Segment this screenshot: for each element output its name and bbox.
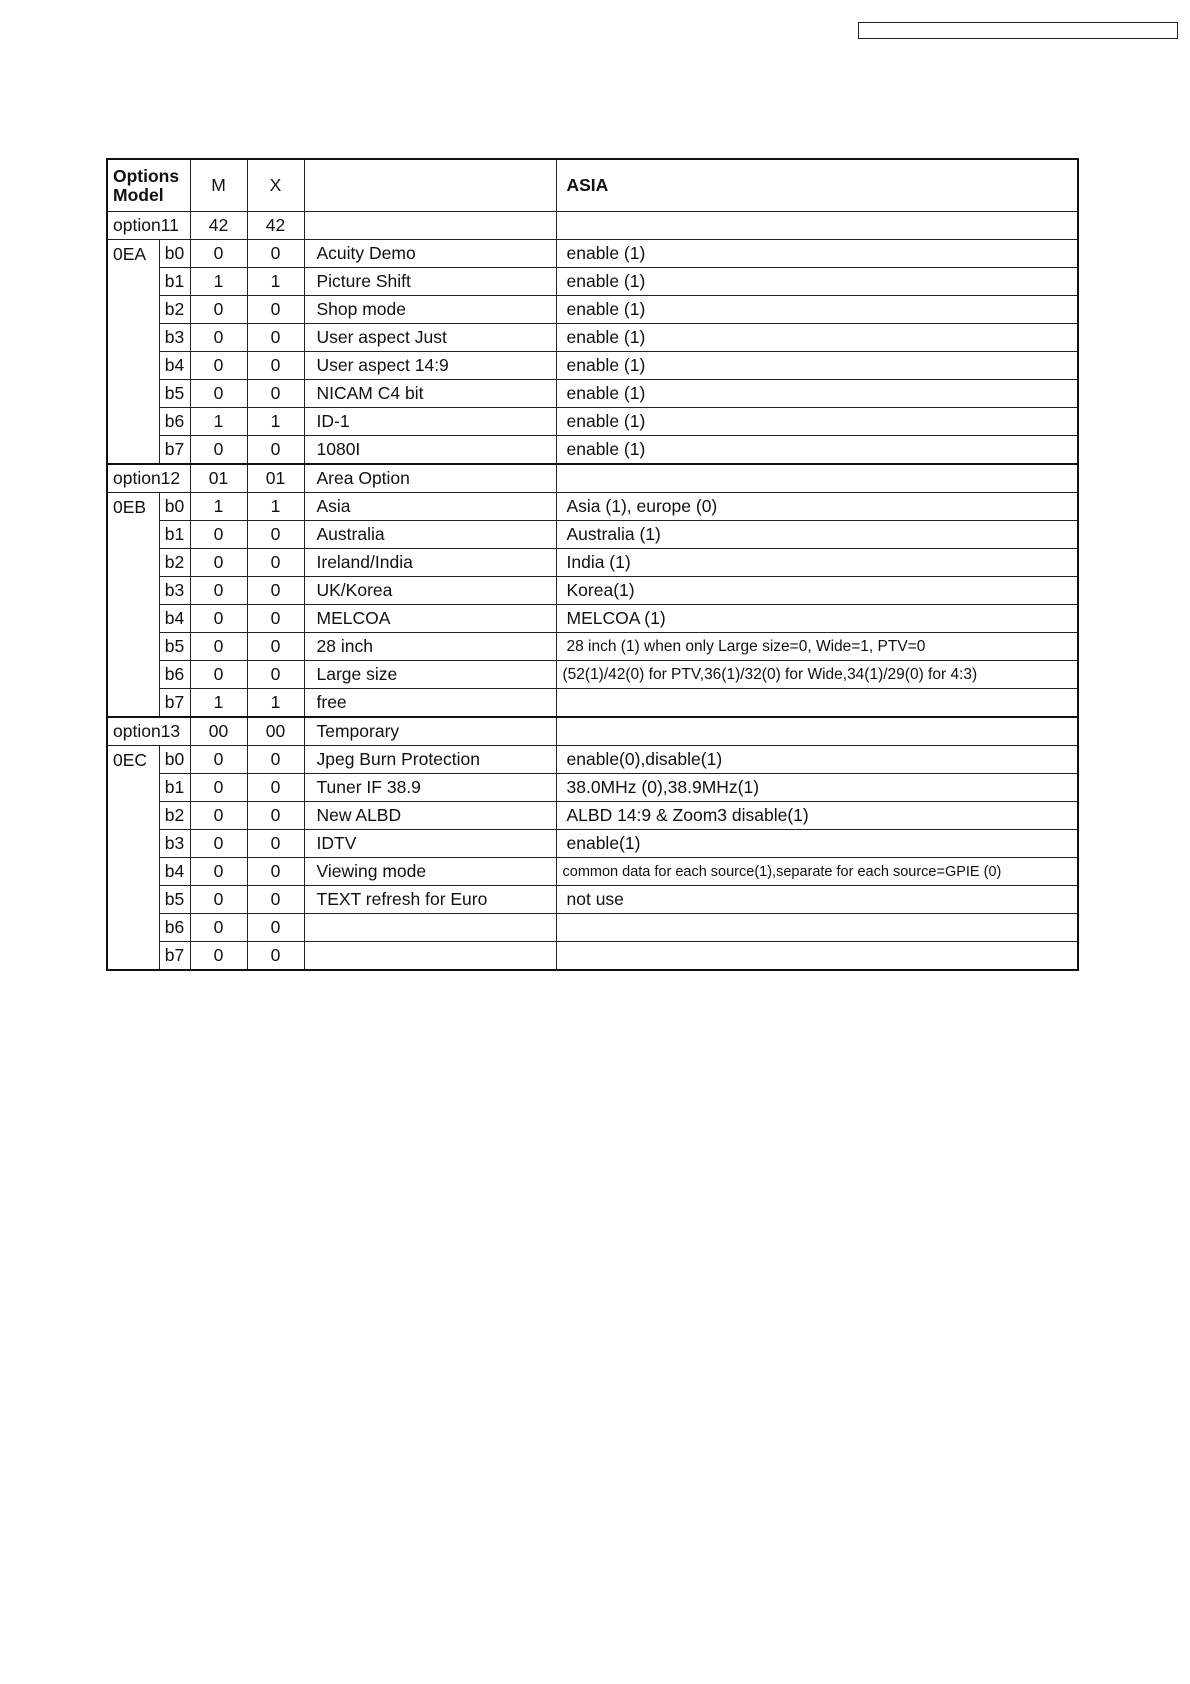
option-name: option11 [107,212,190,240]
bit-row [107,746,1078,774]
bit-desc: User aspect 14:9 [304,352,556,380]
option-x: 42 [247,212,304,240]
bit-row [107,549,1078,577]
bit-asia: Asia (1), europe (0) [556,493,1078,521]
bit-desc [304,942,556,971]
bit-row [107,240,1078,268]
bit-x: 0 [247,352,304,380]
bit-asia: common data for each source(1),separate for each source=GPIE (0) [556,858,1078,886]
bit-desc: Large size [304,661,556,689]
bit-label: b7 [159,689,190,718]
bit-asia: India (1) [556,549,1078,577]
option-asia [556,212,1078,240]
bit-desc: IDTV [304,830,556,858]
bit-row [107,493,1078,521]
bit-x: 1 [247,408,304,436]
bit-asia: 38.0MHz (0),38.9MHz(1) [556,774,1078,802]
bit-m: 0 [190,352,247,380]
bit-row [107,436,1078,465]
options-table [106,158,1079,971]
option-asia [556,464,1078,493]
bit-label: b1 [159,774,190,802]
bit-asia: Korea(1) [556,577,1078,605]
bit-x: 0 [247,914,304,942]
bit-x: 0 [247,521,304,549]
bit-label: b7 [159,436,190,465]
bit-desc: Jpeg Burn Protection [304,746,556,774]
bit-m: 0 [190,324,247,352]
bit-x: 0 [247,296,304,324]
bit-asia: enable (1) [556,352,1078,380]
bit-desc: Tuner IF 38.9 [304,774,556,802]
bit-label: b0 [159,493,190,521]
bit-label: b2 [159,549,190,577]
bit-desc: Shop mode [304,296,556,324]
bit-desc: UK/Korea [304,577,556,605]
bit-m: 0 [190,858,247,886]
bit-m: 0 [190,577,247,605]
bit-desc: Acuity Demo [304,240,556,268]
bit-m: 0 [190,774,247,802]
bit-label: b6 [159,661,190,689]
register-address: 0EC [107,746,159,971]
bit-m: 0 [190,633,247,661]
option-m: 00 [190,717,247,746]
bit-x: 0 [247,886,304,914]
bit-label: b4 [159,352,190,380]
bit-label: b2 [159,802,190,830]
bit-m: 0 [190,830,247,858]
bit-asia: enable(1) [556,830,1078,858]
bit-row [107,352,1078,380]
bit-m: 1 [190,689,247,718]
bit-m: 0 [190,549,247,577]
bit-asia: (52(1)/42(0) for PTV,36(1)/32(0) for Wide,34(1)/29(0) for 4:3) [556,661,1078,689]
bit-row [107,296,1078,324]
bit-m: 0 [190,605,247,633]
bit-row [107,689,1078,718]
option-row [107,464,1078,493]
header-options-label: Options [113,165,180,186]
bit-row [107,830,1078,858]
bit-row [107,774,1078,802]
bit-desc: 1080I [304,436,556,465]
bit-x: 0 [247,942,304,971]
bit-label: b3 [159,324,190,352]
bit-x: 1 [247,268,304,296]
bit-m: 0 [190,661,247,689]
bit-asia: enable (1) [556,240,1078,268]
bit-x: 0 [247,830,304,858]
bit-label: b6 [159,914,190,942]
bit-label: b0 [159,746,190,774]
option-row [107,212,1078,240]
bit-asia: enable (1) [556,268,1078,296]
header-m: M [190,159,247,212]
option-desc: Temporary [304,717,556,746]
bit-m: 0 [190,521,247,549]
option-name: option13 [107,717,190,746]
bit-desc: free [304,689,556,718]
bit-asia: ALBD 14:9 & Zoom3 disable(1) [556,802,1078,830]
bit-x: 0 [247,577,304,605]
bit-row [107,661,1078,689]
bit-row [107,408,1078,436]
bit-x: 0 [247,436,304,465]
bit-asia: MELCOA (1) [556,605,1078,633]
bit-label: b5 [159,886,190,914]
bit-asia: enable (1) [556,436,1078,465]
bit-x: 0 [247,380,304,408]
bit-m: 1 [190,268,247,296]
bit-x: 1 [247,493,304,521]
bit-row [107,577,1078,605]
option-x: 00 [247,717,304,746]
bit-asia [556,689,1078,718]
bit-label: b7 [159,942,190,971]
bit-label: b1 [159,268,190,296]
bit-desc: NICAM C4 bit [304,380,556,408]
bit-desc [304,914,556,942]
bit-m: 0 [190,240,247,268]
header-asia: ASIA [556,159,1078,212]
option-asia [556,717,1078,746]
bit-asia: 28 inch (1) when only Large size=0, Wide=1, PTV=0 [556,633,1078,661]
bit-label: b4 [159,858,190,886]
bit-x: 0 [247,324,304,352]
bit-x: 0 [247,240,304,268]
bit-m: 1 [190,493,247,521]
bit-x: 0 [247,633,304,661]
bit-m: 0 [190,886,247,914]
option-name: option12 [107,464,190,493]
register-address: 0EB [107,493,159,718]
bit-x: 0 [247,605,304,633]
bit-m: 0 [190,296,247,324]
bit-m: 1 [190,408,247,436]
bit-label: b3 [159,830,190,858]
page-header-box [858,22,1178,39]
header-x: X [247,159,304,212]
bit-m: 0 [190,746,247,774]
bit-m: 0 [190,942,247,971]
bit-label: b5 [159,633,190,661]
header-row [107,159,1078,212]
option-desc: Area Option [304,464,556,493]
bit-desc: Viewing mode [304,858,556,886]
bit-row [107,380,1078,408]
option-x: 01 [247,464,304,493]
bit-row [107,942,1078,971]
bit-x: 0 [247,774,304,802]
bit-row [107,886,1078,914]
header-model-label: Model [113,184,164,205]
bit-x: 0 [247,858,304,886]
bit-asia [556,914,1078,942]
bit-label: b5 [159,380,190,408]
bit-m: 0 [190,380,247,408]
bit-desc: User aspect Just [304,324,556,352]
bit-row [107,858,1078,886]
bit-desc: 28 inch [304,633,556,661]
bit-x: 0 [247,746,304,774]
header-desc [304,159,556,212]
option-m: 42 [190,212,247,240]
bit-desc: Picture Shift [304,268,556,296]
bit-row [107,268,1078,296]
bit-asia [556,942,1078,971]
bit-m: 0 [190,914,247,942]
bit-asia: not use [556,886,1078,914]
bit-m: 0 [190,436,247,465]
bit-x: 1 [247,689,304,718]
bit-desc: TEXT refresh for Euro [304,886,556,914]
bit-row [107,521,1078,549]
bit-asia: enable (1) [556,296,1078,324]
bit-desc: ID-1 [304,408,556,436]
bit-m: 0 [190,802,247,830]
bit-desc: Australia [304,521,556,549]
bit-label: b0 [159,240,190,268]
bit-x: 0 [247,802,304,830]
option-row [107,717,1078,746]
bit-row [107,914,1078,942]
bit-asia: enable (1) [556,324,1078,352]
bit-x: 0 [247,549,304,577]
bit-asia: Australia (1) [556,521,1078,549]
bit-desc: Ireland/India [304,549,556,577]
bit-asia: enable(0),disable(1) [556,746,1078,774]
bit-desc: New ALBD [304,802,556,830]
bit-row [107,802,1078,830]
header-options-model [107,159,190,212]
bit-label: b4 [159,605,190,633]
option-desc [304,212,556,240]
register-address: 0EA [107,240,159,465]
bit-label: b2 [159,296,190,324]
bit-row [107,324,1078,352]
bit-x: 0 [247,661,304,689]
bit-row [107,633,1078,661]
bit-desc: MELCOA [304,605,556,633]
bit-row [107,605,1078,633]
bit-asia: enable (1) [556,408,1078,436]
bit-label: b3 [159,577,190,605]
bit-asia: enable (1) [556,380,1078,408]
option-m: 01 [190,464,247,493]
bit-label: b1 [159,521,190,549]
bit-desc: Asia [304,493,556,521]
bit-label: b6 [159,408,190,436]
